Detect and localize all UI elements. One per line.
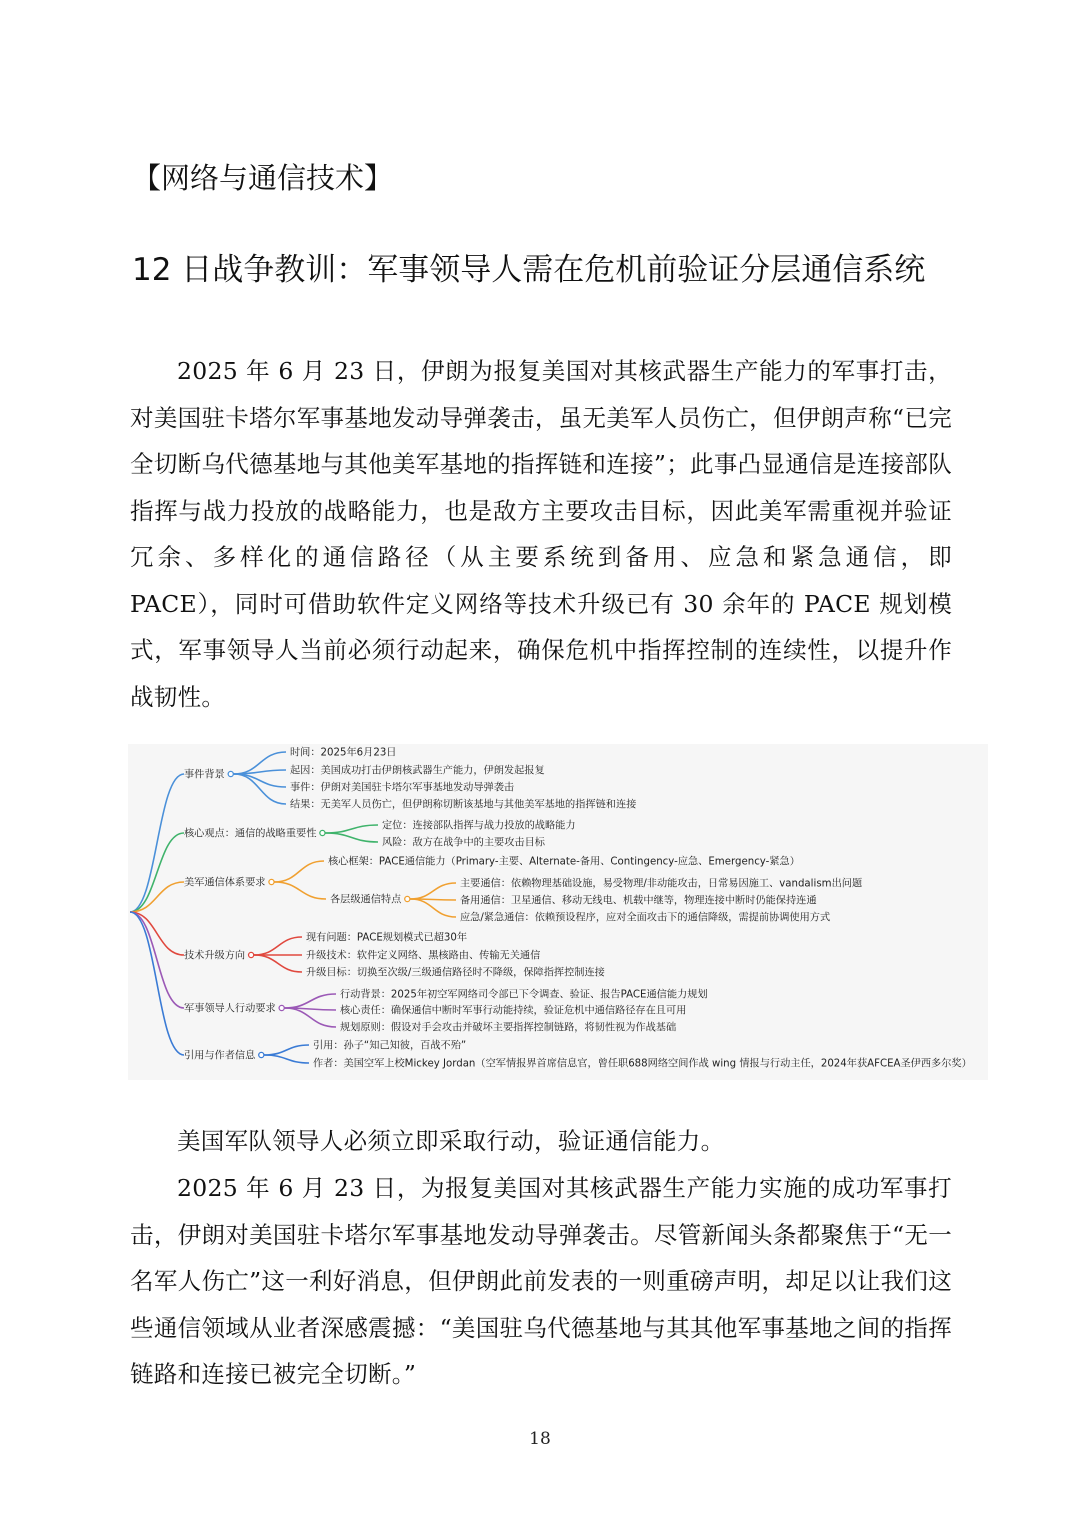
- mindmap-sub-label: 各层级通信特点: [330, 894, 402, 906]
- mindmap-node-dot: [320, 830, 325, 835]
- section-tag: 【网络与通信技术】: [132, 161, 394, 195]
- body-paragraph: 美国军队领导人必须立即采取行动，验证通信能力。: [177, 1127, 725, 1155]
- mindmap-leaf-item: 作者：美国空军上校Mickey Jordan（空军情报界首席信息官，曾任职688网络空间作战 wing 情报与行动主任，2024年获AFCEA圣伊西多尔奖）: [313, 1058, 972, 1070]
- mindmap-leaf-item: 定位：连接部队指挥与战力投放的战略能力: [382, 820, 576, 832]
- summary-paragraph: 2025 年 6 月 23 日，伊朗为报复美国对其核武器生产能力的军事打击，对美国驻卡塔尔军事基地发动导弹袭击，虽无美军人员伤亡，但伊朗声称“已完全切断乌代德基地与其他美军基地的指挥链和连接”；此事凸显通信是连接部队指挥与战力投放的战略能力，也是敌方主要攻击目标，因此美军需重视并验证冗余、多样化的通信路径（从主要系统到备用、应急和紧急通信，即 PACE），同时可借助软件定义网络等技术升级已有 30 余年的 PACE 规划模式，军事领导人当前必须行动起来，确保危机中指挥控制的连续性，以提升作战韧性。: [130, 357, 952, 711]
- mindmap-leaf-item: 风险：敌方在战争中的主要攻击目标: [382, 837, 545, 849]
- mindmap-branch-label: 美军通信体系要求: [184, 877, 266, 889]
- mindmap-leaf-item: 起因：美国成功打击伊朗核武器生产能力，伊朗发起报复: [290, 765, 545, 777]
- mindmap-leaf-item: 核心框架：PACE通信能力（Primary-主要、Alternate-备用、Contingency-应急、Emergency-紧急）: [328, 856, 800, 868]
- mindmap-node-dot: [228, 771, 233, 776]
- page-number: 18: [529, 1429, 551, 1449]
- mindmap-branch-label: 核心观点：通信的战略重要性: [184, 828, 317, 840]
- mindmap-node-dot: [269, 879, 274, 884]
- mindmap-leaf-item: 结果：无美军人员伤亡，但伊朗称切断该基地与其他美军基地的指挥链和连接: [290, 799, 637, 811]
- mindmap-leaf-item: 行动背景：2025年初空军网络司令部已下令调查、验证、报告PACE通信能力规划: [340, 989, 708, 1001]
- article-title: 12 日战争教训：军事领导人需在危机前验证分层通信系统: [132, 252, 926, 288]
- mindmap-leaf-item: 核心责任：确保通信中断时军事行动能持续，验证危机中通信路径存在且可用: [340, 1005, 687, 1017]
- mindmap-node-dot: [279, 1005, 284, 1010]
- mindmap-leaf-item: 升级目标：切换至次级/三级通信路径时不降级，保障指挥控制连接: [306, 967, 605, 979]
- mindmap-node-dot: [249, 952, 254, 957]
- mindmap-branch-label: 引用与作者信息: [184, 1050, 256, 1062]
- mindmap-branch-label: 军事领导人行动要求: [184, 1003, 276, 1015]
- mindmap-leaf-item: 现有问题：PACE规划模式已超30年: [306, 932, 468, 944]
- mindmap-node-dot: [259, 1052, 264, 1057]
- mindmap-leaf-item: 升级技术：软件定义网络、黑核路由、传输无关通信: [306, 950, 541, 962]
- mindmap-branch-label: 事件背景: [184, 769, 225, 781]
- mindmap-svg: [128, 744, 988, 1080]
- mindmap-leaf-item: 引用：孙子“知己知彼，百战不殆”: [313, 1040, 467, 1052]
- mindmap-leaf-item: 备用通信：卫星通信、移动无线电、机载中继等，物理连接中断时仍能保持连通: [460, 895, 817, 907]
- mindmap-branch-label: 技术升级方向: [184, 950, 246, 962]
- mindmap-leaf-item: 主要通信：依赖物理基础设施，易受物理/非动能攻击，日常易因施工、vandalism出问题: [460, 878, 863, 890]
- mindmap-node-dot: [405, 896, 410, 901]
- mindmap-leaf-item: 时间：2025年6月23日: [290, 747, 397, 759]
- mindmap-leaf-item: 规划原则：假设对手会攻击并破坏主要指挥控制链路，将韧性视为作战基础: [340, 1022, 677, 1034]
- mindmap-figure: [128, 744, 988, 1080]
- mindmap-leaf-item: 应急/紧急通信：依赖预设程序，应对全面攻击下的通信降级，需提前协调使用方式: [460, 912, 831, 924]
- body-paragraph: 2025 年 6 月 23 日，为报复美国对其核武器生产能力实施的成功军事打击，伊朗对美国驻卡塔尔军事基地发动导弹袭击。尽管新闻头条都聚焦于“无一名军人伤亡”这一利好消息，但伊朗此前发表的一则重磅声明，却足以让我们这些通信领域从业者深感震撼：“美国驻乌代德基地与其其他军事基地之间的指挥链路和连接已被完全切断。”: [130, 1174, 952, 1388]
- mindmap-leaf-item: 事件：伊朗对美国驻卡塔尔军事基地发动导弹袭击: [290, 782, 515, 794]
